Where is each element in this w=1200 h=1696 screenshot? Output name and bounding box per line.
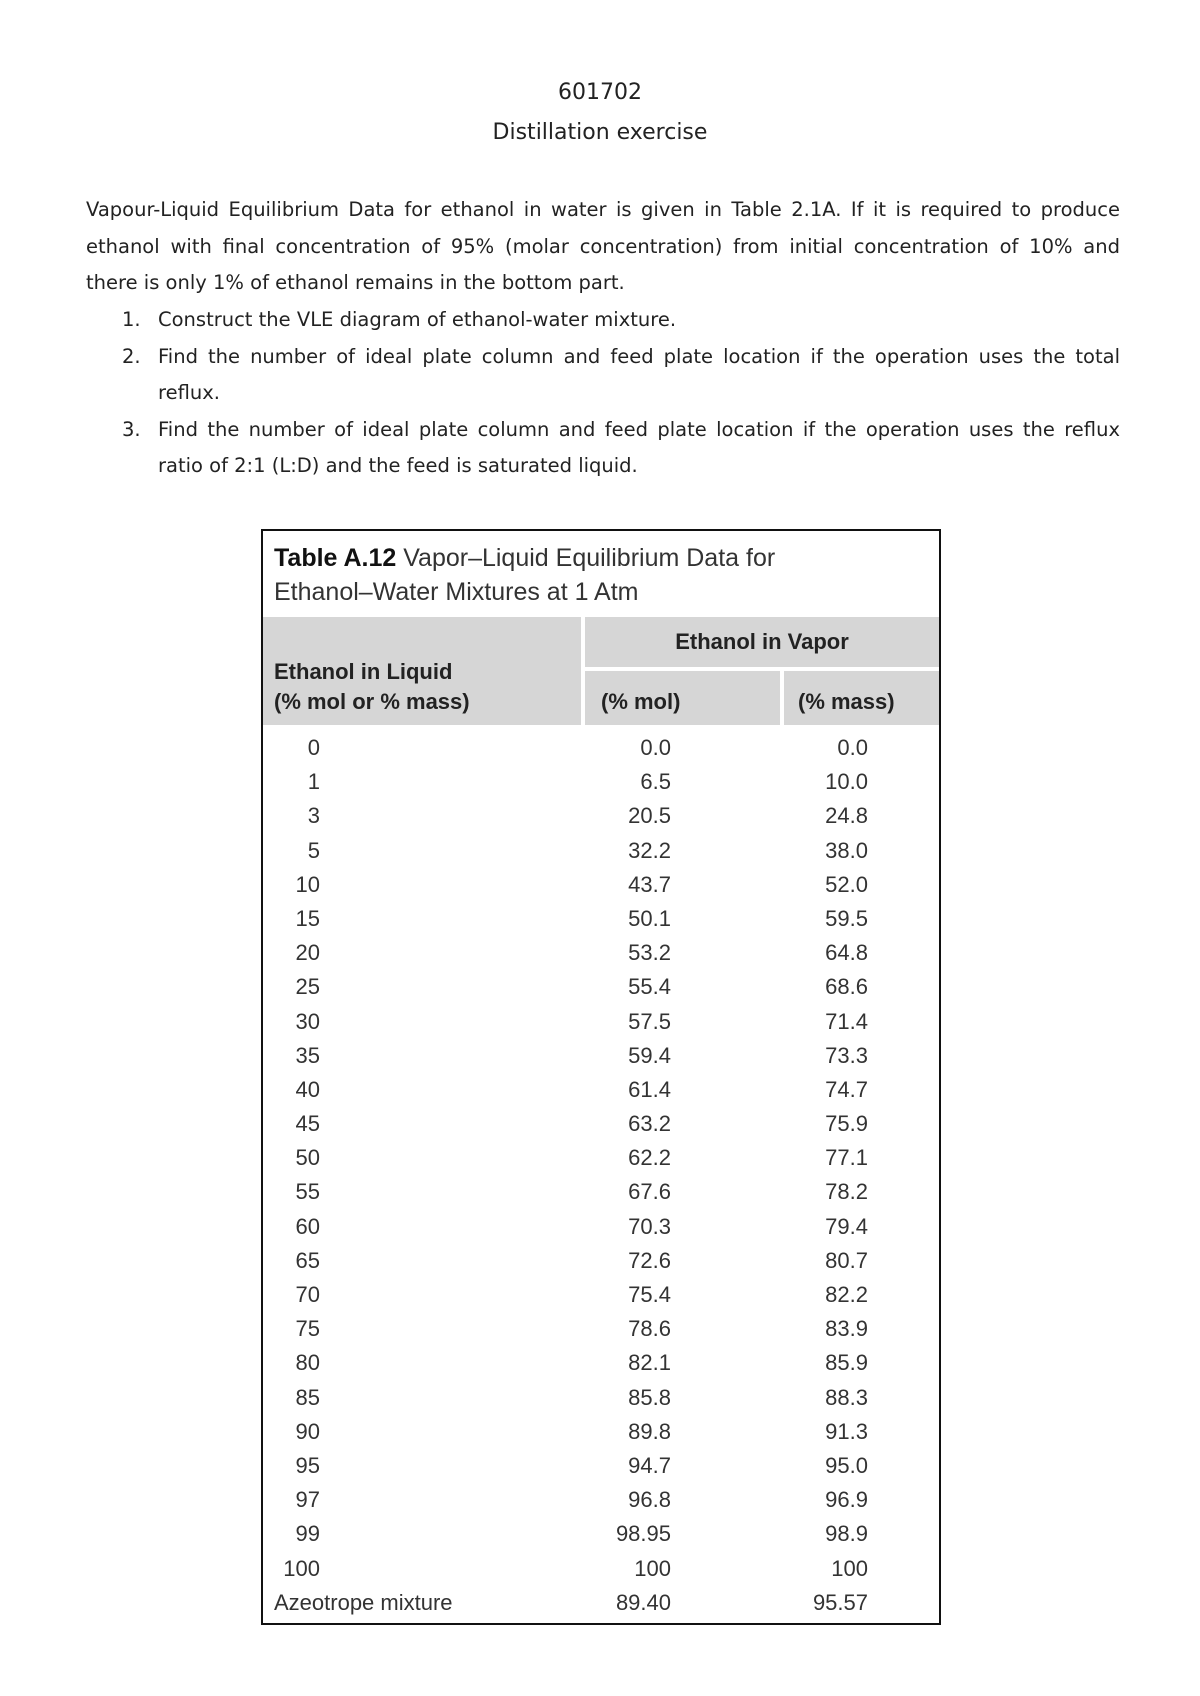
liquid-column-header bbox=[274, 657, 470, 717]
vapor-mass-value: 74.7 bbox=[825, 1076, 868, 1102]
table-row bbox=[263, 1210, 939, 1244]
vapor-mass-value: 24.8 bbox=[825, 803, 868, 829]
table-row bbox=[263, 731, 939, 765]
vapor-mass-value: 79.4 bbox=[825, 1213, 868, 1239]
vapor-mass-value: 95.0 bbox=[825, 1452, 868, 1478]
table-row bbox=[263, 868, 939, 902]
table-row bbox=[263, 799, 939, 833]
vapor-mol-value: 100 bbox=[634, 1555, 671, 1581]
vapor-mol-value: 43.7 bbox=[628, 871, 671, 897]
table-row bbox=[263, 1073, 939, 1107]
vapor-mol-value: 61.4 bbox=[628, 1076, 671, 1102]
vapor-mol-value: 89.40 bbox=[615, 1589, 671, 1615]
question-text: Find the number of ideal plate column and feed plate location if the operation uses the total bbox=[158, 344, 1120, 368]
vapor-mol-value: 94.7 bbox=[628, 1452, 671, 1478]
intro-line: Vapour-Liquid Equilibrium Data for ethanol in water is given in Table 2.1A. If it is required to produce bbox=[86, 198, 1120, 221]
liquid-value: 40 bbox=[295, 1076, 320, 1102]
header-divider bbox=[581, 617, 585, 725]
table-number: Table A.12 bbox=[274, 544, 397, 572]
liquid-value: 30 bbox=[295, 1008, 320, 1034]
liquid-value: 85 bbox=[295, 1384, 320, 1410]
vapor-mass-value: 64.8 bbox=[825, 940, 868, 966]
question-text: Find the number of ideal plate column and feed plate location if the operation uses the reflux bbox=[158, 417, 1120, 441]
liquid-value: 100 bbox=[283, 1555, 320, 1581]
liquid-value: 70 bbox=[295, 1282, 320, 1307]
liquid-value: 25 bbox=[295, 974, 320, 1000]
vapor-mass-value: 71.4 bbox=[825, 1008, 868, 1034]
vapor-mass-value: 77.1 bbox=[825, 1145, 868, 1171]
vapor-mass-value: 78.2 bbox=[825, 1179, 868, 1205]
vapor-mol-value: 0.0 bbox=[640, 735, 671, 760]
vapor-mass-value: 96.9 bbox=[825, 1487, 868, 1513]
table-row bbox=[263, 765, 939, 799]
table-header bbox=[263, 617, 939, 725]
liquid-value: 35 bbox=[295, 1042, 320, 1068]
vapor-mass-value: 0.0 bbox=[837, 735, 868, 760]
vapor-mol-value: 6.5 bbox=[640, 769, 671, 795]
liquid-value: 0 bbox=[307, 735, 320, 760]
liquid-value: 3 bbox=[307, 803, 320, 829]
table-row bbox=[263, 1381, 939, 1415]
table-caption-line-2: Ethanol–Water Mixtures at 1 Atm bbox=[274, 578, 639, 606]
table-row bbox=[263, 1278, 939, 1312]
table-row bbox=[263, 1107, 939, 1141]
table-row bbox=[263, 1552, 939, 1586]
vapor-mass-value: 52.0 bbox=[825, 871, 868, 897]
table-row bbox=[263, 902, 939, 936]
question-item bbox=[86, 412, 1120, 485]
vapor-mass-value: 95.57 bbox=[812, 1589, 868, 1615]
table-row bbox=[263, 970, 939, 1004]
table-row bbox=[263, 1244, 939, 1278]
vapor-mass-value: 98.9 bbox=[825, 1521, 868, 1547]
liquid-value: Azeotrope mixture bbox=[274, 1589, 453, 1615]
vapor-mol-value: 78.6 bbox=[628, 1316, 671, 1342]
table-caption-line-1: Vapor–Liquid Equilibrium Data for bbox=[403, 544, 776, 572]
vapor-mol-value: 96.8 bbox=[628, 1487, 671, 1513]
vapor-mol-value: 59.4 bbox=[628, 1042, 671, 1068]
question-list bbox=[86, 302, 1120, 485]
table-row bbox=[263, 1415, 939, 1449]
table-row bbox=[263, 1312, 939, 1346]
vapor-mass-value: 80.7 bbox=[825, 1247, 868, 1273]
vapor-mol-value: 53.2 bbox=[628, 940, 671, 966]
question-item bbox=[86, 302, 1120, 339]
intro-line: there is only 1% of ethanol remains in the bottom part. bbox=[86, 271, 625, 294]
table-row bbox=[263, 1005, 939, 1039]
table-row bbox=[263, 1517, 939, 1551]
vapor-mol-value: 98.95 bbox=[615, 1521, 671, 1547]
vapor-mass-value: 68.6 bbox=[825, 974, 868, 1000]
vapor-mol-value: 70.3 bbox=[628, 1213, 671, 1239]
vapor-mol-value: 50.1 bbox=[628, 905, 671, 931]
vapor-mass-value: 91.3 bbox=[825, 1418, 868, 1444]
vapor-mass-value: 100 bbox=[831, 1555, 868, 1581]
question-text: reflux. bbox=[158, 381, 220, 404]
table-body bbox=[263, 731, 939, 1620]
liquid-value: 99 bbox=[295, 1521, 320, 1547]
vapor-mol-value: 62.2 bbox=[628, 1145, 671, 1171]
table-caption bbox=[274, 541, 775, 609]
vle-data-table bbox=[261, 529, 941, 1625]
liquid-value: 5 bbox=[307, 837, 320, 863]
question-text: Construct the VLE diagram of ethanol-water mixture. bbox=[158, 308, 677, 331]
vapor-mol-value: 72.6 bbox=[628, 1247, 671, 1273]
intro-line: ethanol with final concentration of 95% (molar concentration) from initial concentration of 10% and bbox=[86, 234, 1120, 258]
vapor-mol-value: 63.2 bbox=[628, 1111, 671, 1137]
question-number: 3. bbox=[122, 417, 141, 441]
liquid-value: 20 bbox=[295, 940, 320, 966]
liquid-value: 45 bbox=[295, 1111, 320, 1137]
liquid-value: 95 bbox=[295, 1452, 320, 1478]
table-row bbox=[263, 936, 939, 970]
liquid-value: 65 bbox=[295, 1247, 320, 1273]
vapor-mol-value: 57.5 bbox=[628, 1008, 671, 1034]
table-row bbox=[263, 1586, 939, 1620]
vapor-mass-value: 73.3 bbox=[825, 1042, 868, 1068]
vapor-mol-value: 55.4 bbox=[628, 974, 671, 1000]
liquid-value: 50 bbox=[295, 1145, 320, 1171]
vapor-mol-value: 32.2 bbox=[628, 837, 671, 863]
liquid-value: 90 bbox=[295, 1418, 320, 1444]
vapor-mol-header: (% mol) bbox=[601, 689, 681, 714]
table-row bbox=[263, 834, 939, 868]
vapor-mol-value: 85.8 bbox=[628, 1384, 671, 1410]
liquid-value: 15 bbox=[295, 905, 320, 931]
vapor-mass-value: 85.9 bbox=[825, 1350, 868, 1376]
liquid-value: 75 bbox=[295, 1316, 320, 1342]
question-item bbox=[86, 339, 1120, 412]
table-row bbox=[263, 1175, 939, 1209]
vapor-mass-value: 10.0 bbox=[825, 769, 868, 795]
vapor-mass-value: 83.9 bbox=[825, 1316, 868, 1342]
intro-paragraph bbox=[86, 192, 1120, 302]
liquid-header-line-2: (% mol or % mass) bbox=[274, 689, 470, 714]
table-row bbox=[263, 1346, 939, 1380]
table-row bbox=[263, 1483, 939, 1517]
vapor-mass-value: 38.0 bbox=[825, 837, 868, 863]
liquid-value: 60 bbox=[295, 1213, 320, 1239]
vapor-mol-value: 20.5 bbox=[628, 803, 671, 829]
liquid-value: 97 bbox=[295, 1487, 320, 1513]
liquid-value: 10 bbox=[295, 871, 320, 897]
vapor-group-header: Ethanol in Vapor bbox=[585, 617, 939, 671]
question-number: 1. bbox=[122, 308, 141, 331]
liquid-header-line-1: Ethanol in Liquid bbox=[274, 659, 453, 684]
header-divider bbox=[780, 667, 784, 725]
vapor-mol-value: 89.8 bbox=[628, 1418, 671, 1444]
question-text: ratio of 2:1 (L:D) and the feed is saturated liquid. bbox=[158, 454, 638, 477]
vapor-mass-header: (% mass) bbox=[798, 689, 895, 714]
table-row bbox=[263, 1449, 939, 1483]
liquid-value: 55 bbox=[295, 1179, 320, 1205]
vapor-mol-value: 75.4 bbox=[628, 1282, 671, 1307]
vapor-mass-value: 75.9 bbox=[825, 1111, 868, 1137]
vapor-mass-value: 59.5 bbox=[825, 905, 868, 931]
document-title: Distillation exercise bbox=[492, 120, 708, 145]
table-row bbox=[263, 1039, 939, 1073]
vapor-mass-value: 82.2 bbox=[825, 1282, 868, 1307]
document-code: 601702 bbox=[558, 80, 642, 105]
liquid-value: 1 bbox=[307, 769, 320, 795]
question-number: 2. bbox=[122, 344, 141, 368]
liquid-value: 80 bbox=[295, 1350, 320, 1376]
vapor-mol-value: 67.6 bbox=[628, 1179, 671, 1205]
table-row bbox=[263, 1141, 939, 1175]
vapor-mol-value: 82.1 bbox=[628, 1350, 671, 1376]
vapor-mass-value: 88.3 bbox=[825, 1384, 868, 1410]
